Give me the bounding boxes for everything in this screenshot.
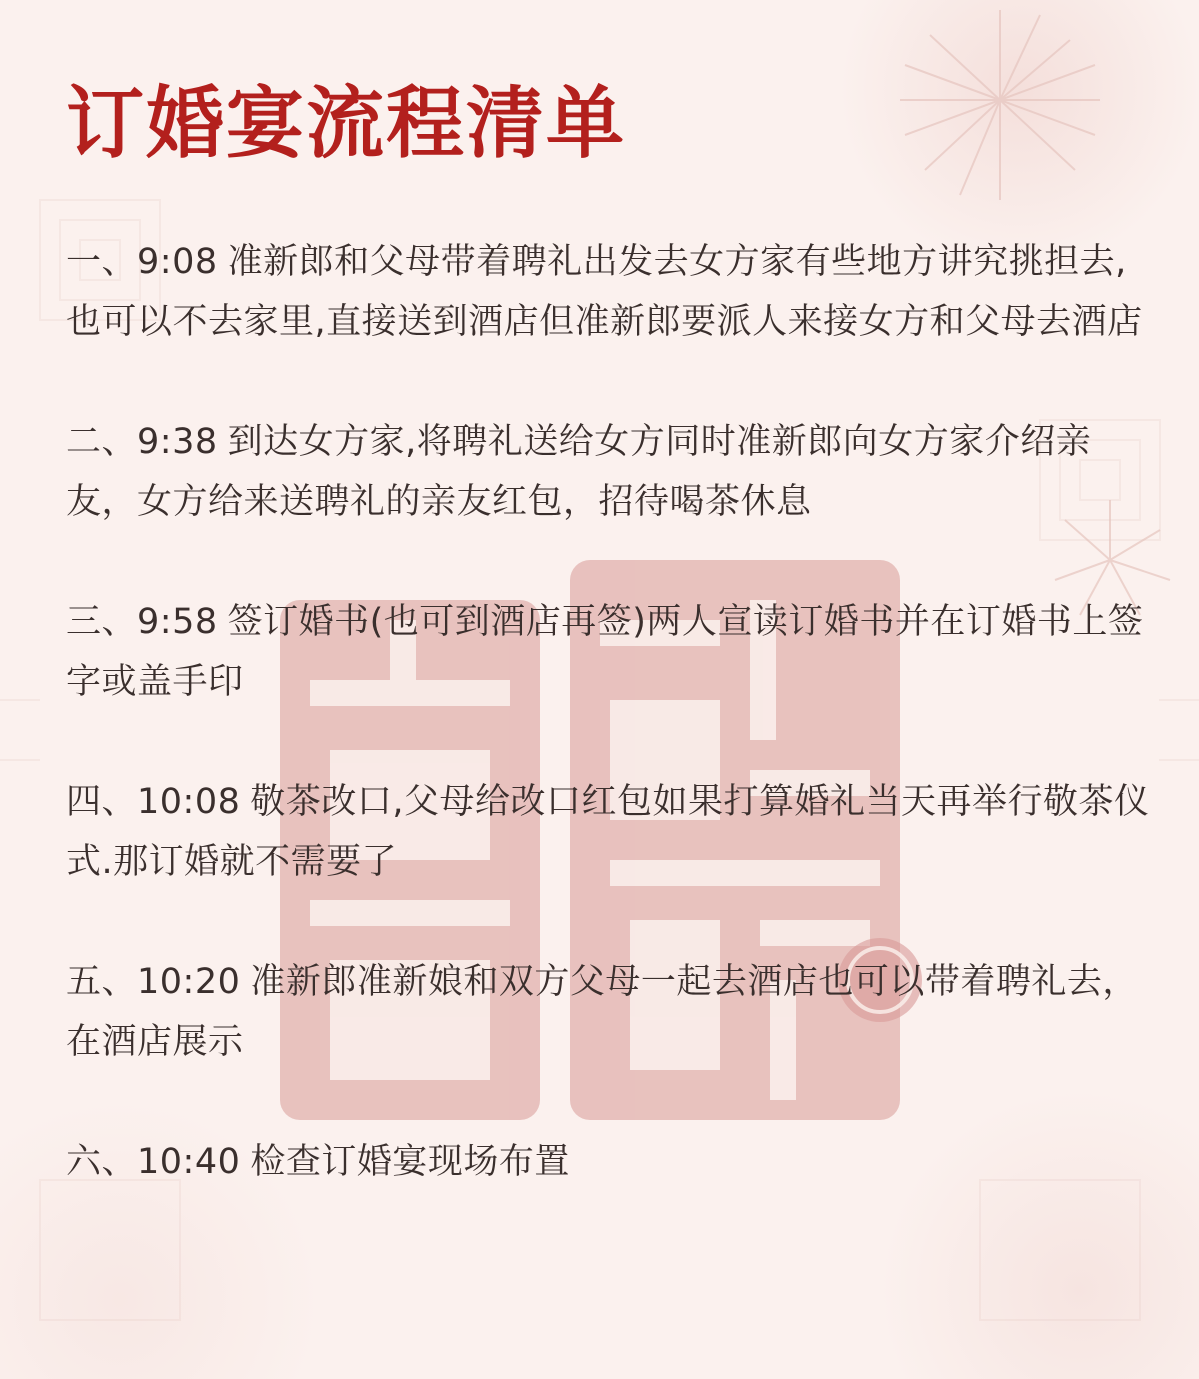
step-time: 10:20	[137, 962, 241, 1002]
step-text: 签订婚书(也可到酒店再签)两人宣读订婚书并在订婚书上签字或盖手印	[66, 602, 1144, 702]
step-number: 四、	[66, 782, 138, 822]
list-item-step-1	[66, 232, 1156, 352]
step-time: 10:40	[137, 1142, 241, 1182]
list-item-step-5	[66, 952, 1156, 1072]
step-text: 准新郎和父母带着聘礼出发去女方家有些地方讲究挑担去,也可以不去家里,直接送到酒店但准新郎要派人来接女方和父母去酒店	[66, 242, 1143, 342]
steps-list	[66, 232, 1156, 1192]
list-item-step-6	[66, 1132, 1156, 1192]
step-number: 三、	[66, 602, 138, 642]
step-number: 一、	[66, 242, 138, 282]
step-text: 敬茶改口,父母给改口红包如果打算婚礼当天再举行敬茶仪式.那订婚就不需要了	[66, 782, 1150, 882]
list-item-step-3	[66, 592, 1156, 712]
step-time: 9:58	[137, 602, 218, 642]
step-text: 到达女方家,将聘礼送给女方同时准新郎向女方家介绍亲友，女方给来送聘礼的亲友红包，招待喝茶休息	[66, 422, 1092, 522]
page-title: 订婚宴流程清单	[66, 79, 627, 169]
step-number: 六、	[66, 1142, 138, 1182]
step-text: 准新郎准新娘和双方父母一起去酒店也可以带着聘礼去，在酒店展示	[66, 962, 1138, 1062]
step-time: 9:08	[137, 242, 218, 282]
list-item-step-2	[66, 412, 1156, 532]
step-number: 五、	[66, 962, 138, 1002]
step-number: 二、	[66, 422, 138, 462]
step-text: 检查订婚宴现场布置	[250, 1142, 570, 1182]
step-time: 10:08	[137, 782, 241, 822]
step-time: 9:38	[137, 422, 218, 462]
list-item-step-4	[66, 772, 1156, 892]
